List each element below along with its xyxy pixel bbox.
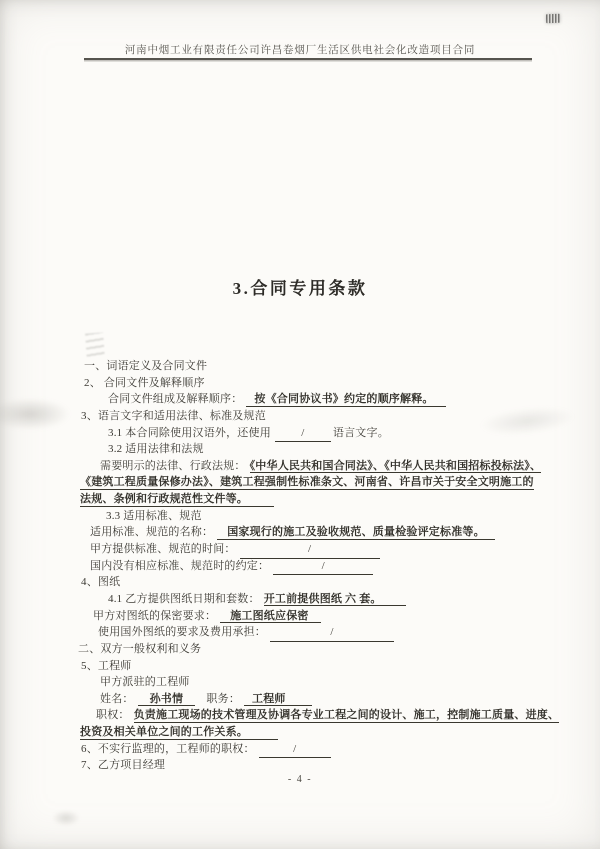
clause-text: 合同文件组成及解释顺序：: [108, 393, 243, 406]
clause-line: [0, 707, 600, 724]
clause-text: 5、工程师: [81, 659, 132, 672]
clause-line: [0, 624, 600, 641]
clause-line: [0, 425, 600, 442]
clause-line: [0, 641, 600, 658]
clause-line: [0, 375, 600, 392]
clause-line: [0, 541, 600, 558]
clause-line: [0, 441, 600, 458]
blank-field: /: [273, 558, 373, 576]
clause-line: [0, 658, 600, 675]
clause-text: 6、不实行监理的，工程师的职权：: [81, 742, 255, 755]
clause-text: 国内没有相应标准、规范时的约定：: [90, 559, 270, 572]
filled-value: 《建筑工程质量保修办法》、建筑工程强制性标准条文、河南省、许昌市关于安全文明施工的: [80, 476, 534, 489]
clause-text: 职权：: [96, 709, 130, 722]
filled-value: 《中华人民共和国合同法》、《中华人民共和国招标投标法》、: [249, 459, 542, 472]
clause-text: 3、语言文字和适用法律、标准及规范: [81, 409, 266, 422]
filled-value: 负责施工现场的技术管理及协调各专业工程之间的设计、施工，控制施工质量、进度、: [133, 709, 560, 722]
clause-text: 甲方派驻的工程师: [100, 676, 190, 689]
blank-field: /: [240, 541, 380, 559]
clause-line: [0, 757, 600, 774]
filled-value: 投资及相关单位之间的工作关系。: [80, 726, 278, 740]
blank-field: /: [259, 741, 331, 759]
filled-value: 施工图纸应保密: [220, 610, 320, 624]
clause-text: 姓名：: [100, 692, 134, 705]
clause-text: 二、双方一般权利和义务: [78, 642, 202, 655]
header-rule: [84, 58, 532, 60]
clause-text: 甲方提供标准、规范的时间：: [90, 543, 236, 556]
clause-line: [0, 524, 600, 541]
filled-value: 国家现行的施工及验收规范、质量检验评定标准等。: [217, 526, 495, 540]
clause-line: [0, 724, 600, 741]
clause-line: [0, 391, 600, 408]
clause-text: 3.2 适用法律和法规: [108, 443, 204, 456]
contract-clauses: [0, 358, 600, 774]
blank-field: /: [275, 425, 331, 443]
clause-text: 需要明示的法律、行政法规：: [100, 459, 246, 472]
filled-value: 法规、条例和行政规范性文件等。: [80, 493, 274, 507]
clause-text: 使用国外图纸的要求及费用承担：: [98, 626, 266, 639]
clause-text: 7、乙方项目经理: [81, 759, 166, 772]
filled-value: 孙书情: [138, 693, 196, 707]
clause-line: [0, 691, 600, 708]
clause-text: 4.1 乙方提供图纸日期和套数：: [108, 592, 260, 605]
filled-value: 工程师: [244, 693, 312, 707]
clause-line: [0, 608, 600, 625]
clause-line: [0, 674, 600, 691]
section-title: 3.合同专用条款: [232, 279, 368, 298]
clause-line: [0, 591, 600, 608]
filled-value: 开工前提供图纸 六 套。: [264, 593, 406, 607]
clause-text: 一、词语定义及合同文件: [84, 360, 208, 372]
clause-text: 3.3 适用标准、规范: [106, 509, 202, 522]
clause-line: [0, 358, 600, 375]
clause-text: 适用标准、规范的名称：: [90, 526, 214, 539]
scan-smudge: [52, 810, 80, 826]
clause-line: [0, 741, 600, 758]
clause-line: [0, 558, 600, 575]
clause-text: 甲方对图纸的保密要求：: [93, 609, 217, 622]
clause-line: [0, 458, 600, 475]
scan-smudge: [85, 332, 105, 359]
document-header-title: 河南中烟工业有限责任公司许昌卷烟厂生活区供电社会化改造项目合同: [124, 45, 476, 56]
filled-value: 按《合同协议书》约定的顺序解释。: [246, 393, 445, 407]
clause-line: [0, 508, 600, 525]
clause-text: 职务：: [195, 692, 241, 705]
scan-corner-mark: [546, 14, 560, 23]
clause-line: [0, 408, 600, 425]
clause-line: [0, 574, 600, 591]
clause-line: [0, 474, 600, 491]
clause-text: 4、图纸: [81, 576, 121, 589]
blank-field: /: [270, 624, 394, 642]
clause-text: 语言文字。: [332, 426, 389, 439]
page-number: - 4 -: [287, 774, 313, 785]
clause-line: [0, 491, 600, 508]
clause-text: 2、 合同文件及解释顺序: [84, 376, 205, 389]
clause-text: 3.1 本合同除使用汉语外，还使用: [108, 426, 271, 439]
